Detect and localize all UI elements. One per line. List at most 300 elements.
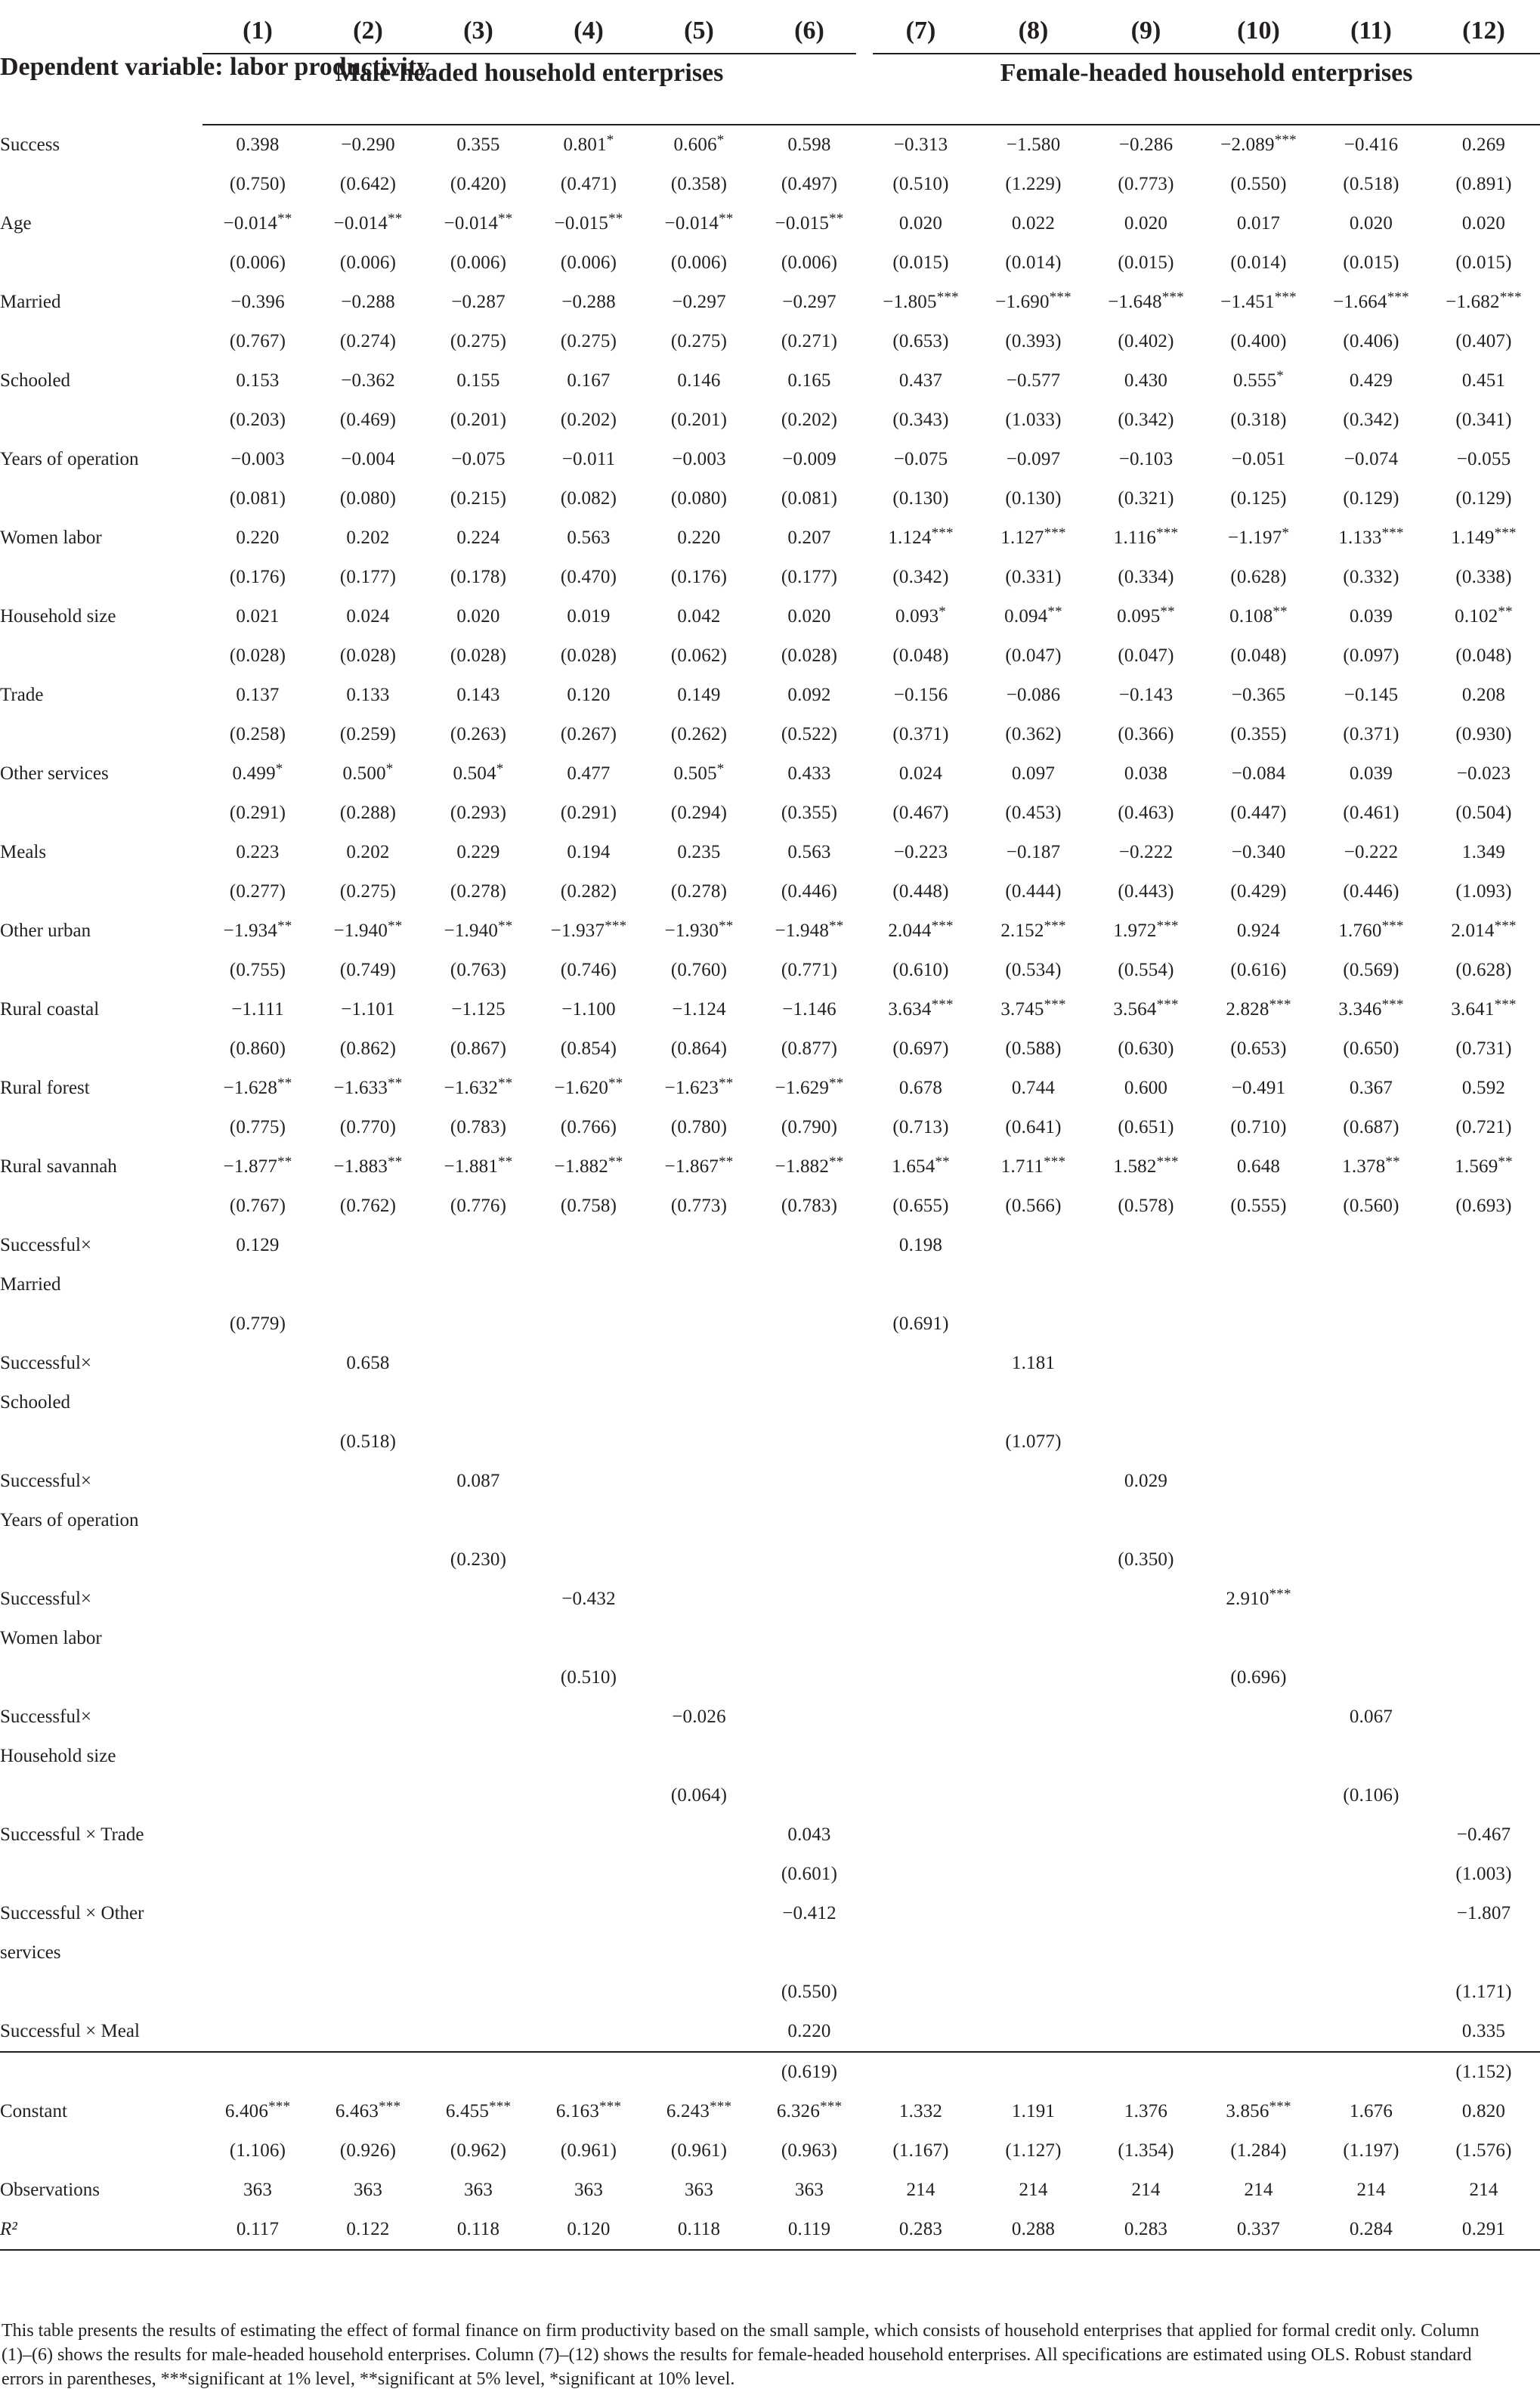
cell-col-11: 214 [1356, 2180, 1386, 2200]
cell-col-9: −0.143 [1118, 685, 1174, 705]
cell-col-3: (0.263) [450, 724, 507, 744]
cell-col-10 [1202, 1540, 1315, 1580]
cell-col-3: −1.125 [451, 999, 506, 1020]
cell-col-3: (0.275) [450, 331, 507, 351]
cell-col-3: −1.632** [444, 1075, 513, 1098]
cell-col-7 [864, 1815, 977, 1855]
cell-col-10: −0.084 [1231, 763, 1286, 784]
cell-col-12: 0.020 [1461, 213, 1506, 234]
cell-col-6: −0.009 [782, 449, 836, 469]
cell-col-7 [864, 1973, 977, 2012]
table-row-stderr [0, 1540, 1540, 1580]
cell-col-1: (0.006) [229, 252, 286, 273]
cell-col-3: −1.940** [444, 918, 513, 941]
row-label [0, 479, 203, 518]
cell-col-12 [1427, 1383, 1540, 1422]
cell-col-1: (0.291) [229, 803, 286, 823]
cell-col-9: 0.283 [1090, 2210, 1202, 2250]
cell-col-1: (0.750) [229, 174, 286, 194]
cell-col-7: −1.805*** [883, 289, 959, 312]
cell-col-12: 1.569** [1455, 1154, 1513, 1177]
cell-col-3: 0.155 [456, 370, 500, 391]
cell-col-8 [977, 1973, 1090, 2012]
cell-col-6 [754, 1422, 864, 1462]
cell-col-1 [203, 1697, 313, 1737]
table-row-stderr [0, 558, 1540, 597]
cell-col-2: −1.101 [341, 999, 395, 1020]
row-label [0, 1973, 203, 2012]
cell-col-6 [754, 1737, 864, 1776]
cell-col-4: (0.275) [560, 331, 617, 351]
cell-col-9 [1090, 1226, 1202, 1265]
cell-col-9 [1090, 1344, 1202, 1383]
cell-col-1: 0.021 [236, 606, 280, 627]
cell-col-5: −0.003 [672, 449, 726, 469]
cell-col-8 [977, 1776, 1090, 1815]
cell-col-9: 0.430 [1124, 370, 1168, 391]
cell-col-9: 1.116*** [1113, 525, 1179, 548]
cell-col-2: (0.770) [339, 1117, 397, 1137]
cell-col-5: (0.275) [670, 331, 728, 351]
cell-col-11: (0.406) [1343, 331, 1399, 351]
row-label [0, 243, 203, 283]
cell-col-9: 0.038 [1124, 763, 1168, 784]
column-header-9: (9) [1130, 17, 1161, 45]
cell-col-11: 0.039 [1349, 763, 1393, 784]
cell-col-10 [1202, 1265, 1315, 1304]
cell-col-7: 3.634*** [888, 997, 954, 1020]
cell-col-10 [1202, 1855, 1315, 1894]
cell-col-9 [1090, 1776, 1202, 1815]
cell-col-7: (0.048) [892, 645, 949, 666]
cell-col-3 [423, 1580, 533, 1619]
cell-col-8: (0.588) [1005, 1038, 1062, 1059]
cell-col-11: −1.664*** [1333, 289, 1409, 312]
cell-col-11 [1315, 1383, 1427, 1422]
cell-col-5: 0.149 [677, 685, 721, 705]
cell-col-6: 6.326*** [776, 2099, 843, 2121]
cell-col-7: (0.697) [892, 1038, 949, 1059]
cell-col-2: (0.862) [339, 1038, 397, 1059]
cell-col-7: (0.653) [892, 331, 949, 351]
row-label: Household size [0, 1746, 116, 1766]
cell-col-10: (0.447) [1230, 803, 1287, 823]
cell-col-11: (0.097) [1343, 645, 1399, 666]
cell-col-5 [644, 1737, 754, 1776]
cell-col-1: (0.767) [229, 1196, 286, 1216]
cell-col-1: (0.779) [229, 1314, 286, 1334]
cell-col-4 [533, 1462, 644, 1501]
table-row [0, 204, 1540, 243]
table-row [0, 1069, 1540, 1108]
cell-col-6: (0.028) [781, 645, 838, 666]
cell-col-5: 0.606* [673, 132, 725, 155]
table-row [0, 676, 1540, 715]
cell-col-3: (0.776) [450, 1196, 507, 1216]
cell-col-7: 1.654** [892, 1154, 950, 1177]
cell-col-3: 0.118 [423, 2210, 533, 2250]
row-label: Meals [0, 842, 47, 862]
cell-col-4 [533, 1776, 644, 1815]
cell-col-4: (0.961) [560, 2140, 617, 2161]
cell-col-7 [864, 1855, 977, 1894]
cell-col-1: (0.755) [229, 960, 286, 980]
cell-col-10: −0.491 [1231, 1078, 1286, 1098]
cell-col-1: 0.129 [236, 1235, 280, 1255]
cell-col-10: −0.365 [1231, 685, 1286, 705]
cell-col-11: −0.074 [1344, 449, 1399, 469]
cell-col-10: (0.400) [1230, 331, 1287, 351]
cell-col-10 [1202, 1422, 1315, 1462]
cell-col-7 [864, 1383, 977, 1422]
cell-col-7 [864, 1540, 977, 1580]
cell-col-8 [977, 2012, 1090, 2052]
cell-col-4 [533, 1226, 644, 1265]
row-label: Other urban [0, 921, 91, 941]
cell-col-1: −0.003 [230, 449, 285, 469]
row-label: Years of operation [0, 449, 139, 469]
cell-col-11 [1315, 1462, 1427, 1501]
cell-col-6: (0.446) [781, 881, 838, 902]
cell-col-10: −2.089*** [1220, 132, 1297, 155]
cell-col-12: (1.576) [1455, 2140, 1512, 2161]
table-row [0, 125, 1540, 165]
cell-col-11 [1315, 1658, 1427, 1697]
cell-col-1: (0.277) [229, 881, 286, 902]
cell-col-11: 0.067 [1349, 1707, 1393, 1727]
cell-col-4: −0.015** [554, 211, 623, 234]
row-label: Successful× [0, 1471, 92, 1491]
cell-col-2: 6.463*** [335, 2099, 401, 2121]
cell-col-11: 0.020 [1349, 213, 1393, 234]
cell-col-5 [644, 1540, 754, 1580]
cell-col-5 [644, 1265, 754, 1304]
cell-col-7: 0.283 [864, 2210, 977, 2250]
cell-col-12 [1427, 1658, 1540, 1697]
cell-col-8: 0.288 [977, 2210, 1090, 2250]
table-row [0, 833, 1540, 872]
cell-col-3 [423, 1226, 533, 1265]
cell-col-1 [203, 1973, 313, 2012]
cell-col-2 [313, 1815, 423, 1855]
table-row [0, 2210, 1540, 2250]
cell-col-10: −1.451*** [1220, 289, 1297, 312]
cell-col-9 [1090, 1894, 1202, 1933]
cell-col-8: (0.014) [1005, 252, 1062, 273]
cell-col-2: −0.288 [341, 292, 395, 312]
cell-col-4 [533, 1422, 644, 1462]
cell-col-1: (0.767) [229, 331, 286, 351]
cell-col-9: 1.972*** [1113, 918, 1179, 941]
cell-col-1: 0.153 [236, 370, 280, 391]
cell-col-11 [1315, 1933, 1427, 1973]
cell-col-4: −1.937*** [550, 918, 627, 941]
row-label: Observations [0, 2180, 100, 2200]
cell-col-5: (0.262) [670, 724, 728, 744]
cell-col-4 [533, 1619, 644, 1658]
cell-col-11 [1315, 1580, 1427, 1619]
table-body [0, 125, 1540, 2250]
cell-col-11: (0.518) [1343, 174, 1399, 194]
cell-col-4: (0.082) [560, 488, 617, 509]
cell-col-10 [1202, 2052, 1315, 2092]
cell-col-11: 1.676 [1349, 2101, 1393, 2121]
row-label [0, 872, 203, 911]
cell-col-6: (0.081) [781, 488, 838, 509]
cell-col-4: 0.801* [563, 132, 614, 155]
cell-col-3: (0.178) [450, 567, 507, 587]
table-row-stderr [0, 243, 1540, 283]
cell-col-5: −0.297 [672, 292, 726, 312]
cell-col-11: (0.650) [1343, 1038, 1399, 1059]
cell-col-3 [423, 1658, 533, 1697]
cell-col-7 [864, 1776, 977, 1815]
header-rule [203, 92, 1540, 125]
cell-col-12: (0.891) [1455, 174, 1512, 194]
cell-col-8: (1.229) [1005, 174, 1062, 194]
cell-col-10 [1202, 1737, 1315, 1776]
cell-col-5: 0.118 [644, 2210, 754, 2250]
cell-col-8 [977, 1462, 1090, 1501]
row-label: services [0, 1942, 61, 1963]
row-label [0, 558, 203, 597]
cell-col-12 [1427, 1462, 1540, 1501]
cell-col-12: 0.592 [1461, 1078, 1506, 1098]
cell-col-3 [423, 1619, 533, 1658]
row-label [0, 2052, 203, 2092]
cell-col-6 [754, 1697, 864, 1737]
cell-col-10: (0.616) [1230, 960, 1287, 980]
cell-col-1: (0.203) [229, 410, 286, 430]
row-label [0, 1540, 203, 1580]
cell-col-2: (0.762) [339, 1196, 397, 1216]
table-row [0, 990, 1540, 1029]
cell-col-8: (1.033) [1005, 410, 1062, 430]
cell-col-3 [423, 1815, 533, 1855]
table-row-stderr [0, 2131, 1540, 2171]
cell-col-3 [423, 1697, 533, 1737]
cell-col-7: −0.156 [893, 685, 948, 705]
cell-col-4: 0.019 [567, 606, 611, 627]
cell-col-12 [1427, 1580, 1540, 1619]
cell-col-6 [754, 1540, 864, 1580]
table-row-stderr [0, 1029, 1540, 1069]
cell-col-4: (0.006) [560, 252, 617, 273]
cell-col-3: 363 [463, 2180, 493, 2200]
table-row-stderr [0, 1422, 1540, 1462]
cell-col-9 [1090, 1697, 1202, 1737]
cell-col-11: (0.332) [1343, 567, 1399, 587]
cell-col-12: 0.291 [1427, 2210, 1540, 2250]
cell-col-3: 0.143 [456, 685, 500, 705]
cell-col-7: (0.342) [892, 567, 949, 587]
cell-col-2 [313, 2012, 423, 2052]
cell-col-4: (0.470) [560, 567, 617, 587]
cell-col-9: (0.350) [1118, 1549, 1174, 1570]
cell-col-7: 0.437 [898, 370, 943, 391]
cell-col-8: 3.745*** [1000, 997, 1066, 1020]
cell-col-2: −1.940** [333, 918, 403, 941]
cell-col-1: (0.028) [229, 645, 286, 666]
cell-col-3 [423, 2052, 533, 2092]
table-row [0, 2171, 1540, 2210]
table-row [0, 2092, 1540, 2131]
cell-col-6: 0.165 [787, 370, 831, 391]
cell-col-10 [1202, 1815, 1315, 1855]
cell-col-5: (0.864) [670, 1038, 728, 1059]
cell-col-9: (0.015) [1118, 252, 1174, 273]
cell-col-3: −0.014** [444, 211, 513, 234]
cell-col-8: (0.130) [1005, 488, 1062, 509]
row-label: Successful × Other [0, 1903, 144, 1923]
cell-col-4: (0.291) [560, 803, 617, 823]
cell-col-5 [644, 1383, 754, 1422]
row-label: Married [0, 1274, 61, 1295]
cell-col-9 [1090, 1658, 1202, 1697]
cell-col-11 [1315, 1815, 1427, 1855]
cell-col-12 [1427, 1501, 1540, 1540]
table-row [0, 754, 1540, 794]
cell-col-5 [644, 1304, 754, 1344]
cell-col-12: 0.269 [1461, 135, 1506, 155]
cell-col-6: (0.006) [781, 252, 838, 273]
cell-col-6: (0.877) [781, 1038, 838, 1059]
cell-col-5: −1.124 [672, 999, 726, 1020]
cell-col-8: (0.362) [1005, 724, 1062, 744]
cell-col-9 [1090, 2052, 1202, 2092]
cell-col-2 [313, 1580, 423, 1619]
row-label: Married [0, 292, 61, 312]
cell-col-10 [1202, 1226, 1315, 1265]
cell-col-9: 1.376 [1124, 2101, 1168, 2121]
row-label: Household size [0, 606, 116, 627]
cell-col-5 [644, 2052, 754, 2092]
cell-col-8: 1.711*** [1000, 1154, 1066, 1177]
cell-col-10: 0.337 [1202, 2210, 1315, 2250]
cell-col-1 [203, 2012, 313, 2052]
row-label: Successful× [0, 1235, 92, 1255]
table-row [0, 1619, 1540, 1658]
cell-col-7: −0.075 [893, 449, 948, 469]
cell-col-3: (0.962) [450, 2140, 507, 2161]
table-row [0, 361, 1540, 401]
cell-col-10 [1202, 1933, 1315, 1973]
cell-col-12: (0.930) [1455, 724, 1512, 744]
cell-col-9 [1090, 1619, 1202, 1658]
column-header-3: (3) [463, 17, 493, 45]
cell-col-8: 1.127*** [1000, 525, 1066, 548]
cell-col-5: −1.930** [664, 918, 734, 941]
row-label [0, 1304, 203, 1344]
table-row-stderr [0, 165, 1540, 204]
cell-col-6: 0.043 [787, 1824, 831, 1845]
cell-col-2 [313, 1265, 423, 1304]
cell-col-8 [977, 1265, 1090, 1304]
column-header-11: (11) [1350, 17, 1392, 45]
cell-col-6: 0.220 [754, 2012, 864, 2052]
column-header-5: (5) [684, 17, 714, 45]
cell-col-2: (0.275) [339, 881, 397, 902]
table-row [0, 1737, 1540, 1776]
cell-col-12: (0.338) [1455, 567, 1512, 587]
group-title-male: Male-headed household enterprises [203, 54, 864, 92]
cell-col-1 [203, 1265, 313, 1304]
table-row [0, 1344, 1540, 1383]
cell-col-6 [754, 1344, 864, 1383]
cell-col-12: 3.641*** [1451, 997, 1517, 1020]
cell-col-2 [313, 1619, 423, 1658]
cell-col-11: 0.367 [1349, 1078, 1393, 1098]
column-header-8: (8) [1018, 17, 1049, 45]
cell-col-9: 214 [1131, 2180, 1161, 2200]
cell-col-11: 0.429 [1349, 370, 1393, 391]
cell-col-4: (0.510) [560, 1667, 617, 1688]
cell-col-9: (0.342) [1118, 410, 1174, 430]
cell-col-3: 0.504* [453, 761, 504, 784]
cell-col-11 [1315, 2052, 1427, 2092]
cell-col-4: (0.746) [560, 960, 617, 980]
cell-col-7 [864, 1894, 977, 1933]
cell-col-1: −0.396 [230, 292, 285, 312]
row-label [0, 2131, 203, 2171]
cell-col-11: −0.145 [1344, 685, 1399, 705]
cell-col-6 [754, 1776, 864, 1815]
row-label [0, 165, 203, 204]
cell-col-10: 2.828*** [1226, 997, 1291, 1020]
cell-col-6 [754, 1619, 864, 1658]
cell-col-12: (0.693) [1455, 1196, 1512, 1216]
cell-col-7: (0.467) [892, 803, 949, 823]
cell-col-7 [864, 1658, 977, 1697]
cell-col-4: −0.288 [561, 292, 616, 312]
cell-col-7: (0.691) [892, 1314, 949, 1334]
cell-col-12: (0.015) [1455, 252, 1512, 273]
cell-col-1 [203, 2052, 313, 2092]
row-label [0, 951, 203, 990]
cell-col-10: −0.340 [1231, 842, 1286, 862]
table-row [0, 1265, 1540, 1304]
cell-col-7: 0.198 [898, 1235, 943, 1255]
cell-col-9: (0.463) [1118, 803, 1174, 823]
cell-col-10 [1202, 1697, 1315, 1737]
cell-col-3: (0.783) [450, 1117, 507, 1137]
cell-col-10: 3.856*** [1226, 2099, 1291, 2121]
cell-col-5 [644, 1226, 754, 1265]
cell-col-9: (0.578) [1118, 1196, 1174, 1216]
cell-col-10: (0.628) [1230, 567, 1287, 587]
row-label: Successful × Trade [0, 1824, 144, 1845]
cell-col-6: 0.020 [787, 606, 831, 627]
cell-col-5 [644, 1855, 754, 1894]
row-label: Rural forest [0, 1078, 90, 1098]
cell-col-7: 0.020 [898, 213, 943, 234]
row-label [0, 1855, 203, 1894]
row-label: Women labor [0, 528, 102, 548]
cell-col-10: 0.108** [1229, 604, 1288, 627]
table-row-stderr [0, 1304, 1540, 1344]
cell-col-4: 0.477 [567, 763, 611, 784]
cell-col-8: −0.187 [1006, 842, 1061, 862]
cell-col-8 [977, 1619, 1090, 1658]
cell-col-2: (0.926) [339, 2140, 397, 2161]
cell-col-6: (0.963) [781, 2140, 838, 2161]
cell-col-2 [313, 2052, 423, 2092]
cell-col-2: −0.362 [341, 370, 395, 391]
cell-col-9: (0.554) [1118, 960, 1174, 980]
table-row-stderr [0, 1108, 1540, 1147]
cell-col-11: (0.015) [1343, 252, 1399, 273]
cell-col-6: −1.629** [775, 1075, 844, 1098]
